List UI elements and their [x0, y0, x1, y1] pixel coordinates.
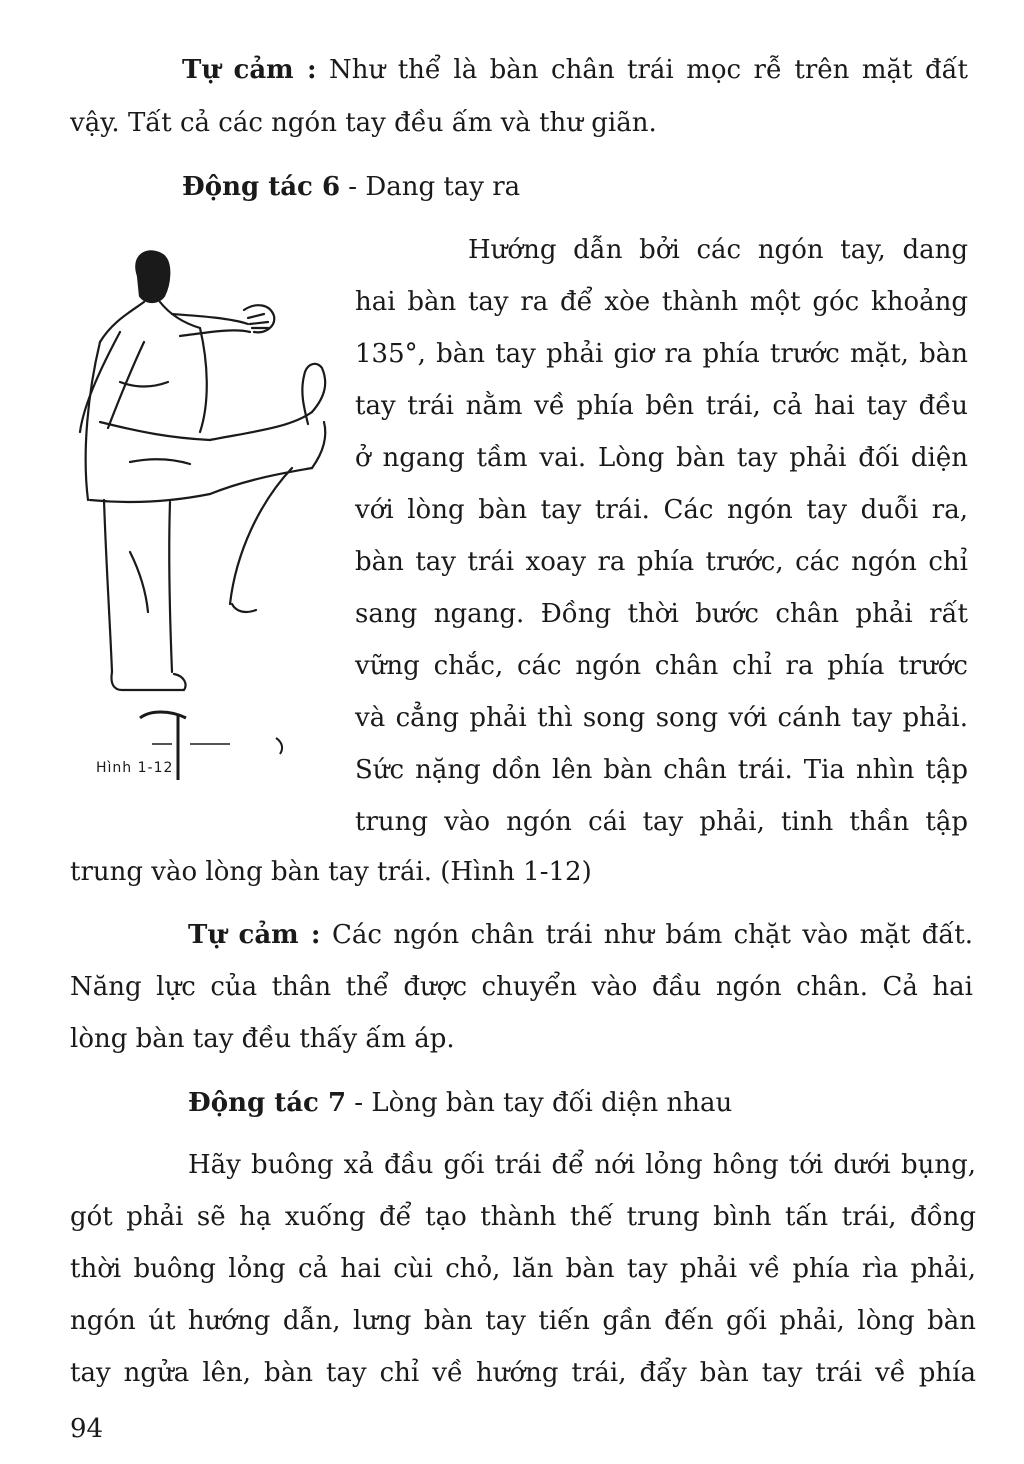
section6-line-7: bàn tay trái xoay ra phía trước, các ngón chỉ — [355, 547, 968, 577]
section6-line-1: Hướng dẫn bởi các ngón tay, dang — [468, 235, 968, 265]
para1-line2: vậy. Tất cả các ngón tay đều ấm và thư giãn. — [70, 108, 657, 138]
section6-line-6: với lòng bàn tay trái. Các ngón tay duỗi ra, — [355, 495, 968, 525]
section7-line-4: ngón út hướng dẫn, lưng bàn tay tiến gần đến gối phải, lòng bàn — [70, 1306, 976, 1336]
page-number: 94 — [70, 1414, 104, 1444]
section7-line-2: gót phải sẽ hạ xuống để tạo thành thế trung bình tấn trái, đồng — [70, 1202, 976, 1232]
section6-line-3: 135°, bàn tay phải giơ ra phía trước mặt, bàn — [355, 339, 968, 369]
section6-line-10: và cẳng phải thì song song với cánh tay phải. — [355, 703, 968, 733]
section6-line-4: tay trái nằm về phía bên trái, cả hai tay đều — [355, 391, 968, 421]
figure-label: Hình 1-12 — [96, 760, 174, 776]
section6-line-9: vững chắc, các ngón chân chỉ ra phía trước — [355, 651, 968, 681]
para2-line3: lòng bàn tay đều thấy ấm áp. — [70, 1024, 455, 1054]
para1-text: Như thể là bàn chân trái mọc rễ trên mặt đất — [316, 55, 968, 85]
section6-line-2: hai bàn tay ra để xòe thành một góc khoảng — [355, 287, 968, 317]
section7-heading — [188, 1088, 732, 1118]
figure-illustration — [60, 232, 350, 792]
section6-line-8: sang ngang. Đồng thời bước chân phải rất — [355, 599, 968, 629]
para2-heading: Tự cảm : — [188, 920, 321, 950]
section6-line-12: trung vào ngón cái tay phải, tinh thần tập — [355, 807, 968, 837]
para1-heading: Tự cảm : — [182, 55, 317, 85]
para1-line1 — [182, 55, 968, 85]
section6-heading-rest: - Dang tay ra — [340, 172, 521, 202]
section7-line-3: thời buông lỏng cả hai cùi chỏ, lăn bàn tay phải về phía rìa phải, — [70, 1254, 976, 1284]
section6-line-11: Sức nặng dồn lên bàn chân trái. Tia nhìn tập — [355, 755, 968, 785]
para2-line2: Năng lực của thân thể được chuyển vào đầu ngón chân. Cả hai — [70, 972, 973, 1002]
section7-heading-bold: Động tác 7 — [188, 1088, 347, 1118]
para2-text: Các ngón chân trái như bám chặt vào mặt đất. — [320, 920, 973, 950]
section7-heading-rest: - Lòng bàn tay đối diện nhau — [346, 1088, 733, 1118]
para2-line1 — [188, 920, 973, 950]
section7-line-5: tay ngửa lên, bàn tay chỉ về hướng trái, đẩy bàn tay trái về phía — [70, 1358, 976, 1388]
section6-heading — [182, 172, 520, 202]
section6-last-line: trung vào lòng bàn tay trái. (Hình 1-12) — [70, 857, 592, 887]
section6-line-5: ở ngang tầm vai. Lòng bàn tay phải đối diện — [355, 443, 968, 473]
section6-heading-bold: Động tác 6 — [182, 172, 341, 202]
section7-line-1: Hãy buông xả đầu gối trái để nới lỏng hông tới dưới bụng, — [188, 1150, 976, 1180]
